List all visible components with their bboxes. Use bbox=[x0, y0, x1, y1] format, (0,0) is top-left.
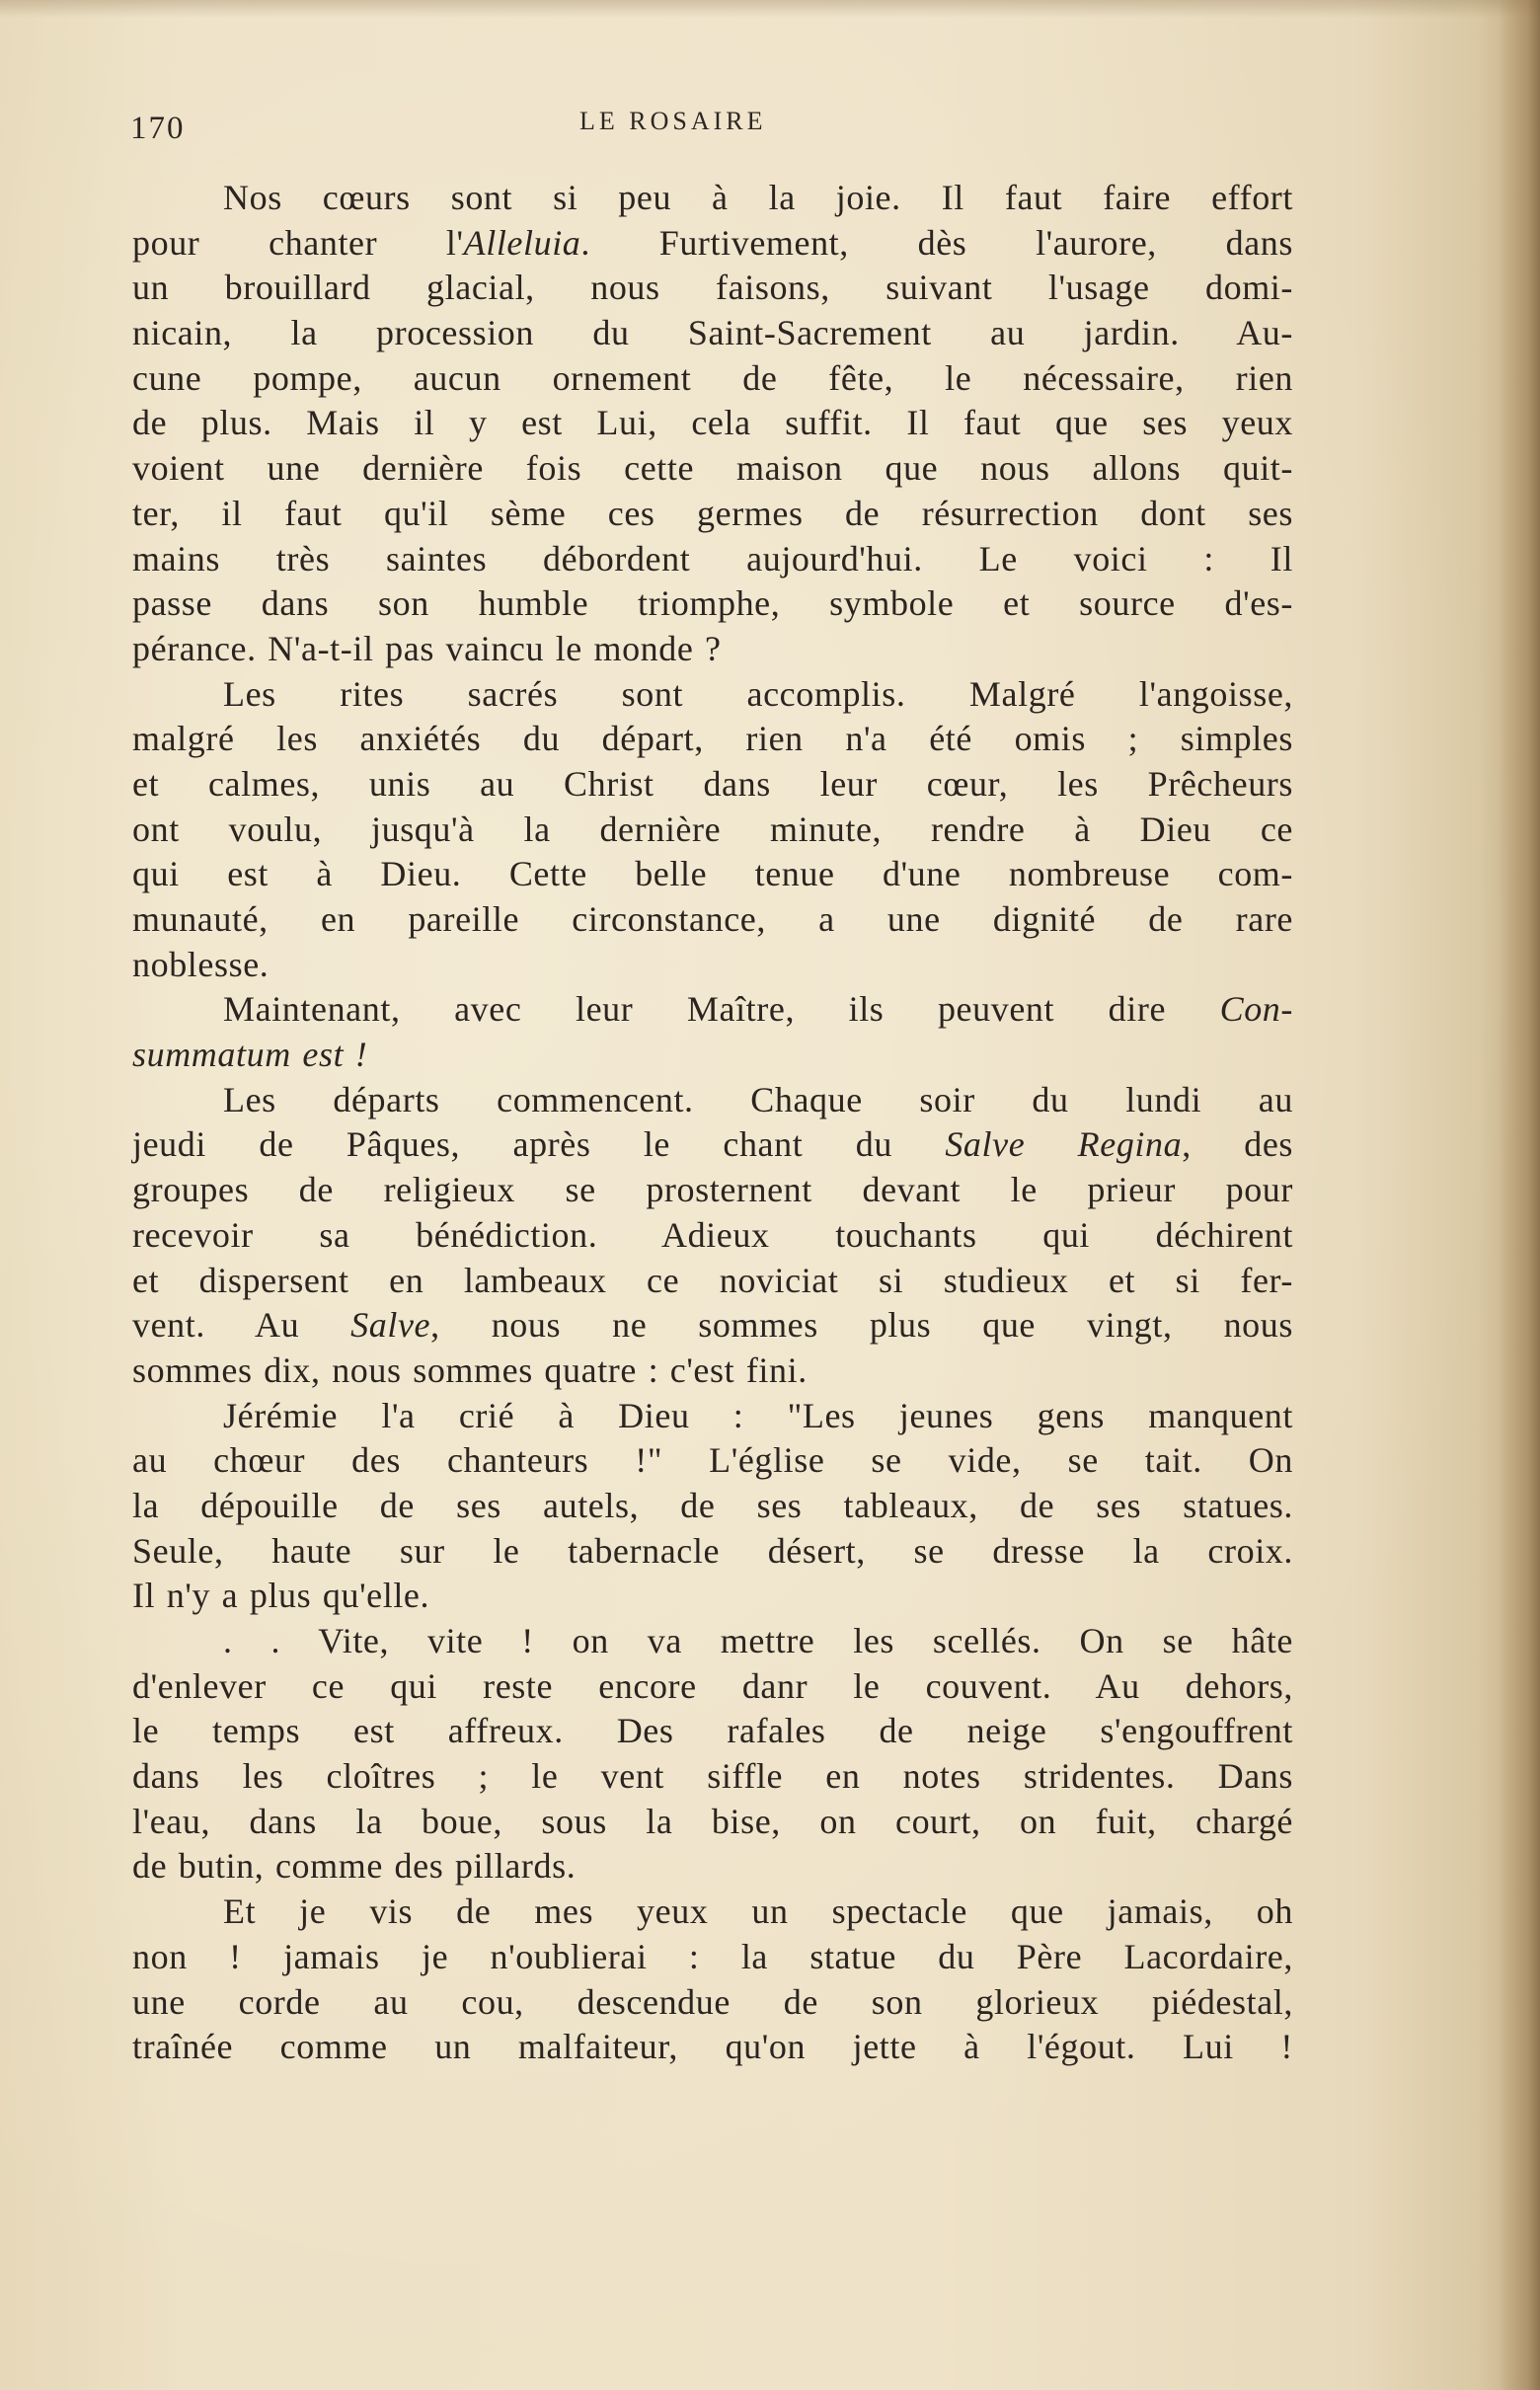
text-line: et dispersent en lambeaux ce noviciat si studieux et si fer- bbox=[132, 1260, 1293, 1300]
text-line: cune pompe, aucun ornement de fête, le nécessaire, rien bbox=[132, 357, 1293, 398]
text-line: recevoir sa bénédiction. Adieux touchants qui déchirent bbox=[132, 1214, 1293, 1255]
text-line: non ! jamais je n'oublierai : la statue du Père Lacordaire, bbox=[132, 1936, 1293, 1976]
text-line: le temps est affreux. Des rafales de neige s'engouffrent bbox=[132, 1711, 1293, 1751]
text-line: ont voulu, jusqu'à la dernière minute, rendre à Dieu ce bbox=[132, 809, 1293, 849]
text-line: mains très saintes débordent aujourd'hui. Le voici : Il bbox=[132, 538, 1293, 578]
text-line: et calmes, unis au Christ dans leur cœur, les Prêcheurs bbox=[132, 763, 1293, 804]
text-line: Jérémie l'a crié à Dieu : "Les jeunes gens manquent bbox=[223, 1395, 1293, 1435]
text-line: Il n'y a plus qu'elle. bbox=[132, 1576, 430, 1616]
text-line: d'enlever ce qui reste encore danr le couvent. Au dehors, bbox=[132, 1665, 1293, 1706]
text-line: au chœur des chanteurs !" L'église se vide, se tait. On bbox=[132, 1440, 1293, 1481]
text-line: pour chanter l'Alleluia. Furtivement, dès l'aurore, dans bbox=[132, 222, 1293, 263]
page-number: 170 bbox=[130, 111, 186, 146]
text-line: traînée comme un malfaiteur, qu'on jette à l'égout. Lui ! bbox=[132, 2027, 1293, 2067]
text-line: dans les cloîtres ; le vent siffle en notes stridentes. Dans bbox=[132, 1756, 1293, 1797]
text-line: jeudi de Pâques, après le chant du Salve Regina, des bbox=[132, 1124, 1294, 1165]
page-top-shadow bbox=[0, 0, 1540, 18]
text-line: une corde au cou, descendue de son glorieux piédestal, bbox=[132, 1981, 1293, 2022]
text-line: noblesse. bbox=[132, 944, 270, 984]
text-line: vent. Au Salve, nous ne sommes plus que vingt, nous bbox=[132, 1305, 1293, 1346]
text-line: nicain, la procession du Saint-Sacrement au jardin. Au- bbox=[132, 313, 1293, 353]
text-line: un brouillard glacial, nous faisons, suivant l'usage domi- bbox=[132, 268, 1293, 308]
text-line: l'eau, dans la boue, sous la bise, on court, on fuit, chargé bbox=[132, 1801, 1293, 1841]
text-line: malgré les anxiétés du départ, rien n'a été omis ; simples bbox=[132, 719, 1293, 759]
text-line: Les rites sacrés sont accomplis. Malgré l'angoisse, bbox=[223, 673, 1293, 714]
text-line: summatum est ! bbox=[132, 1035, 368, 1075]
page-binding-edge bbox=[1499, 0, 1540, 2390]
text-line: munauté, en pareille circonstance, a une dignité de rare bbox=[132, 899, 1293, 939]
text-line: pérance. N'a-t-il pas vaincu le monde ? bbox=[132, 628, 722, 668]
text-line: passe dans son humble triomphe, symbole et source d'es- bbox=[132, 583, 1293, 624]
text-line: Les départs commencent. Chaque soir du lundi au bbox=[223, 1079, 1293, 1119]
text-line: sommes dix, nous sommes quatre : c'est fini. bbox=[132, 1349, 808, 1390]
text-line: la dépouille de ses autels, de ses tableaux, de ses statues. bbox=[132, 1485, 1293, 1525]
text-line: Maintenant, avec leur Maître, ils peuvent dire Con- bbox=[223, 989, 1293, 1030]
text-line: Et je vis de mes yeux un spectacle que jamais, oh bbox=[223, 1891, 1293, 1932]
text-line: de butin, comme des pillards. bbox=[132, 1846, 577, 1887]
text-line: qui est à Dieu. Cette belle tenue d'une nombreuse com- bbox=[132, 854, 1293, 894]
running-head: LE ROSAIRE bbox=[579, 107, 767, 135]
body-text bbox=[132, 176, 1293, 2070]
text-line: Seule, haute sur le tabernacle désert, se dresse la croix. bbox=[132, 1530, 1293, 1571]
page-header bbox=[130, 103, 1295, 152]
text-line: . . Vite, vite ! on va mettre les scellés. On se hâte bbox=[223, 1621, 1293, 1660]
text-line: de plus. Mais il y est Lui, cela suffit. Il faut que ses yeux bbox=[132, 403, 1293, 443]
text-line: groupes de religieux se prosternent devant le prieur pour bbox=[132, 1170, 1293, 1210]
text-line: Nos cœurs sont si peu à la joie. Il faut faire effort bbox=[223, 178, 1293, 217]
text-line: voient une dernière fois cette maison que nous allons quit- bbox=[132, 448, 1293, 489]
text-line: ter, il faut qu'il sème ces germes de résurrection dont ses bbox=[132, 493, 1293, 533]
